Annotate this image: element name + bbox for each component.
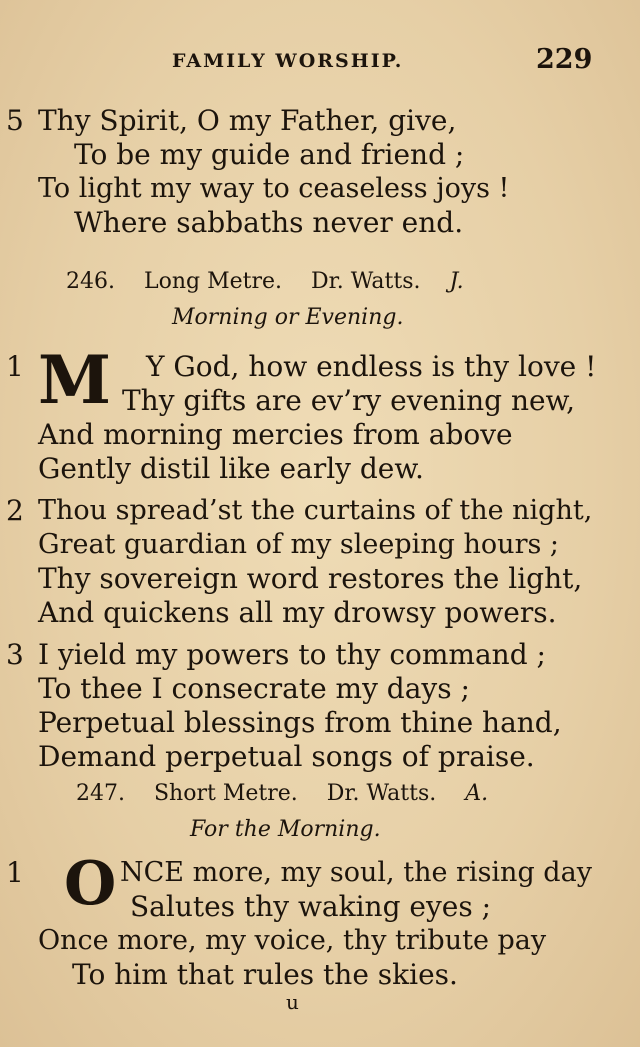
stanza-number: 1 (6, 350, 24, 383)
hymn-number: 247. (76, 781, 125, 806)
verse-line: To him that rules the skies. (72, 958, 458, 991)
verse-line: Where sabbaths never end. (74, 206, 464, 239)
verse-line: Salutes thy waking eyes ; (130, 890, 492, 923)
verse-line: Gently distil like early dew. (38, 452, 424, 485)
printer-signature: u (286, 990, 299, 1014)
verse-line: Great guardian of my sleeping hours ; (38, 529, 560, 560)
page-number: 229 (536, 44, 593, 75)
verse-line: Thy gifts are ev’ry evening new, (122, 384, 576, 417)
verse-line: Thy Spirit, O my Father, give, (38, 104, 457, 137)
tune-key: A. (465, 781, 489, 806)
stanza-number: 5 (6, 104, 24, 137)
verse-line: To light my way to ceaseless joys ! (38, 173, 510, 204)
verse-line: And morning mercies from above (38, 418, 513, 451)
hymn-heading (76, 780, 488, 808)
hymn-metre: Long Metre. (143, 269, 282, 294)
verse-line: NCE more, my soul, the rising day (120, 857, 592, 888)
hymn-number: 246. (66, 269, 115, 294)
stanza-number: 2 (6, 494, 24, 527)
verse-line: Demand perpetual songs of praise. (38, 740, 535, 773)
hymn-subtitle: For the Morning. (190, 817, 381, 842)
verse-line: Perpetual blessings from thine hand, (38, 706, 562, 739)
verse-line: Thou spread’st the curtains of the night, (38, 495, 593, 526)
hymn-heading (66, 268, 464, 296)
verse-line: To be my guide and friend ; (74, 138, 465, 171)
verse-line: I yield my powers to thy command ; (38, 638, 546, 671)
drop-cap: M (38, 341, 112, 419)
verse-line: And quickens all my drowsy powers. (38, 596, 557, 629)
page-header (0, 44, 640, 80)
tune-key: J. (449, 269, 464, 294)
hymn-metre: Short Metre. (153, 781, 298, 806)
verse-line: Once more, my voice, thy tribute pay (38, 925, 547, 956)
verse-line: Y God, how endless is thy love ! (146, 350, 597, 383)
stanza-number: 1 (6, 856, 24, 889)
hymn-author: Dr. Watts. (311, 269, 421, 294)
hymn-subtitle: Morning or Evening. (172, 305, 404, 330)
verse-line: Thy sovereign word restores the light, (38, 562, 583, 595)
running-title: FAMILY WORSHIP. (172, 50, 404, 72)
hymn-author: Dr. Watts. (326, 781, 437, 806)
drop-cap: O (64, 849, 117, 919)
verse-line: To thee I consecrate my days ; (38, 672, 470, 705)
stanza-number: 3 (6, 638, 24, 671)
